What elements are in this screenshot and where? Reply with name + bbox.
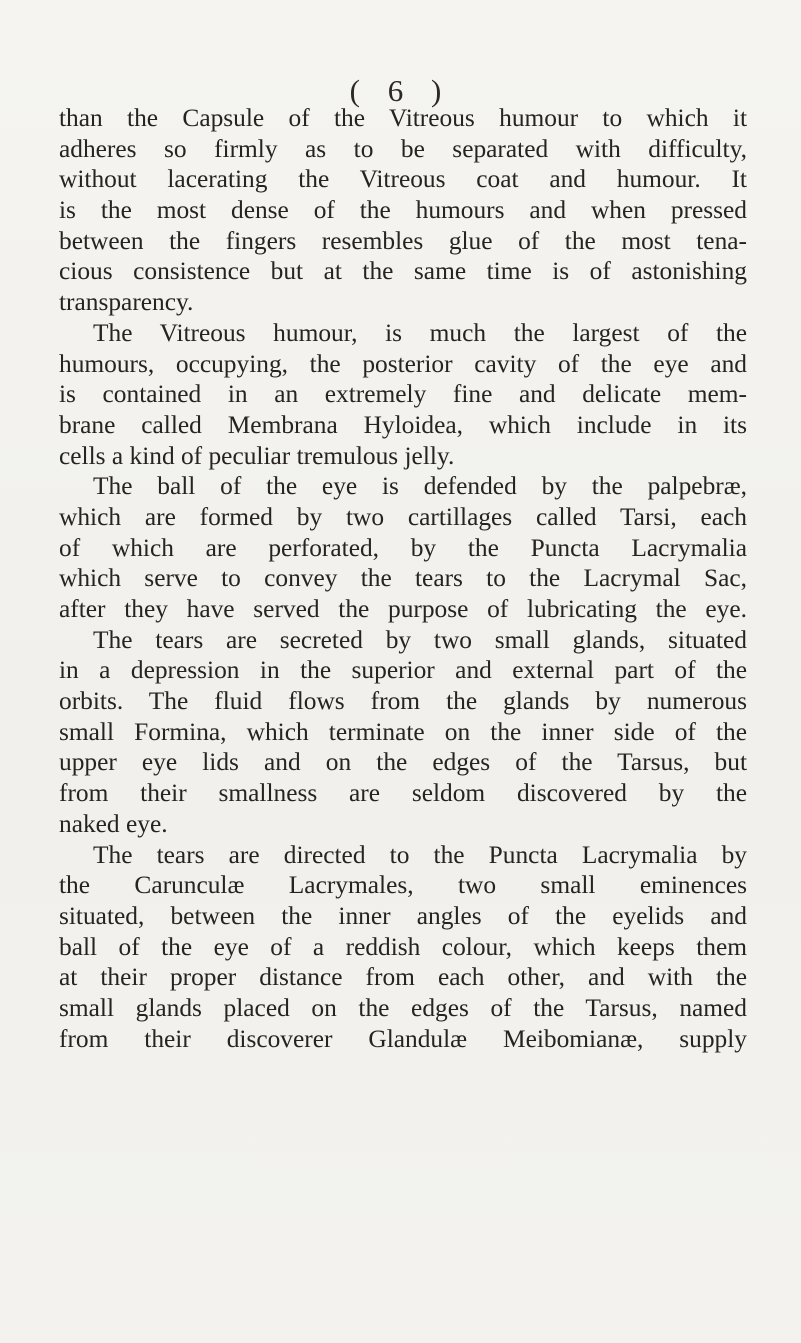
text-line: cells a kind of peculiar tremulous jelly. [59, 441, 455, 470]
text-line: of which are perforated, by the Puncta Lacrymalia [59, 533, 747, 562]
text-line: The tears are secreted by two small glands, situated [93, 625, 747, 654]
text-line: between the fingers resembles glue of the most tena- [59, 226, 747, 255]
text-line: cious consistence but at the same time is of astonishing [59, 257, 747, 286]
text-line: is contained in an extremely fine and delicate mem- [59, 380, 747, 409]
text-line: at their proper distance from each other, and with the [59, 963, 747, 992]
body-text [59, 103, 747, 1054]
text-line: which serve to convey the tears to the Lacrymal Sac, [59, 564, 747, 593]
text-line: adheres so firmly as to be separated with difficulty, [59, 134, 747, 163]
text-line: in a depression in the superior and external part of the [59, 656, 747, 685]
text-line: humours, occupying, the posterior cavity of the eye and [59, 349, 747, 378]
text-line: without lacerating the Vitreous coat and humour. It [59, 165, 747, 194]
page-number: ( 6 ) [349, 73, 452, 108]
text-line: is the most dense of the humours and when pressed [59, 196, 747, 225]
text-line: from their discoverer Glandulæ Meibomianæ, supply [59, 1024, 747, 1053]
text-line: small Formina, which terminate on the inner side of the [59, 717, 747, 746]
text-line: than the Capsule of the Vitreous humour to which it [59, 104, 747, 132]
text-line: ball of the eye of a reddish colour, which keeps them [59, 932, 747, 961]
text-line: The tears are directed to the Puncta Lacrymalia by [93, 840, 747, 869]
text-line: small glands placed on the edges of the Tarsus, named [59, 993, 747, 1022]
text-line: from their smallness are seldom discovered by the [59, 779, 747, 808]
text-line: upper eye lids and on the edges of the Tarsus, but [59, 748, 747, 777]
text-line: after they have served the purpose of lubricating the eye. [59, 595, 747, 623]
text-line: naked eye. [59, 809, 168, 838]
text-line: transparency. [59, 288, 194, 317]
text-line: the Carunculæ Lacrymales, two small eminences [59, 871, 747, 900]
text-line: brane called Membrana Hyloidea, which include in its [59, 410, 747, 439]
text-line: which are formed by two cartillages called Tarsi, each [59, 502, 747, 531]
text-line: situated, between the inner angles of the eyelids and [59, 901, 747, 930]
text-line: The ball of the eye is defended by the palpebræ, [93, 472, 747, 501]
text-line: The Vitreous humour, is much the largest of the [93, 318, 747, 347]
text-line: orbits. The fluid flows from the glands by numerous [59, 687, 747, 716]
